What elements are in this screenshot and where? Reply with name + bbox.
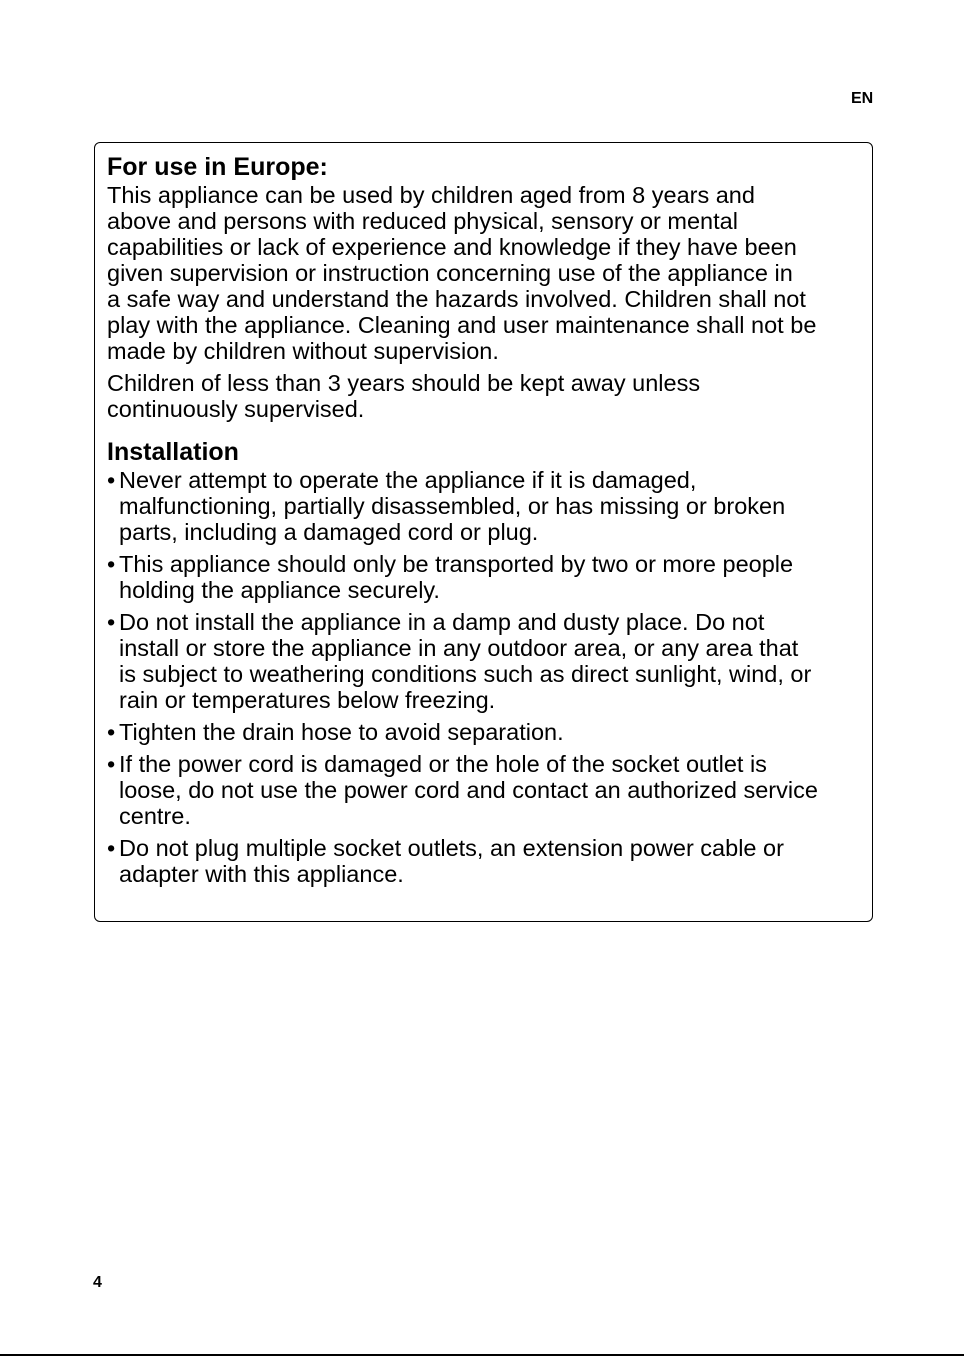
installation-list — [107, 467, 859, 887]
bullet-icon: • — [107, 835, 116, 861]
item-line: malfunctioning, partially disassembled, or has missing or broken — [119, 493, 786, 519]
installation-item-socket-outlets — [107, 835, 859, 887]
item-line: This appliance should only be transported by two or more people — [119, 551, 794, 577]
paragraph-line: given supervision or instruction concerning use of the appliance in — [107, 260, 793, 286]
item-line: Do not install the appliance in a damp and dusty place. Do not — [119, 609, 765, 635]
item-line: centre. — [119, 803, 191, 829]
item-line: If the power cord is damaged or the hole of the socket outlet is — [119, 751, 767, 777]
item-line: loose, do not use the power cord and contact an authorized service — [119, 777, 818, 803]
paragraph-line: play with the appliance. Cleaning and user maintenance shall not be — [107, 312, 817, 338]
page-number: 4 — [93, 1274, 102, 1291]
item-line: parts, including a damaged cord or plug. — [119, 519, 539, 545]
bullet-icon: • — [107, 751, 116, 777]
item-line: Tighten the drain hose to avoid separation. — [119, 719, 564, 745]
installation-item-location — [107, 609, 859, 713]
installation-heading: Installation — [107, 438, 239, 466]
paragraph-line: capabilities or lack of experience and knowledge if they have been — [107, 234, 797, 260]
europe-heading: For use in Europe: — [107, 153, 328, 181]
paragraph-line: a safe way and understand the hazards involved. Children shall not — [107, 286, 806, 312]
language-tag: EN — [851, 90, 874, 107]
paragraph-line: continuously supervised. — [107, 396, 365, 422]
europe-paragraph-young-children — [107, 370, 859, 422]
safety-notice-content — [107, 152, 859, 887]
bullet-icon: • — [107, 609, 116, 635]
installation-item-drain-hose — [107, 719, 859, 745]
item-line: Do not plug multiple socket outlets, an extension power cable or — [119, 835, 784, 861]
item-line: adapter with this appliance. — [119, 861, 404, 887]
item-line: install or store the appliance in any outdoor area, or any area that — [119, 635, 799, 661]
item-line: is subject to weathering conditions such as direct sunlight, wind, or — [119, 661, 812, 687]
paragraph-line: above and persons with reduced physical, sensory or mental — [107, 208, 738, 234]
europe-paragraph-children-use — [107, 182, 859, 364]
item-line: Never attempt to operate the appliance if it is damaged, — [119, 467, 697, 493]
installation-item-damaged — [107, 467, 859, 545]
installation-item-transport — [107, 551, 859, 603]
installation-item-power-cord — [107, 751, 859, 829]
item-line: rain or temperatures below freezing. — [119, 687, 496, 713]
bullet-icon: • — [107, 719, 116, 745]
item-line: holding the appliance securely. — [119, 577, 440, 603]
paragraph-line: made by children without supervision. — [107, 338, 499, 364]
paragraph-line: Children of less than 3 years should be kept away unless — [107, 370, 701, 396]
bullet-icon: • — [107, 551, 116, 577]
bullet-icon: • — [107, 467, 116, 493]
paragraph-line: This appliance can be used by children aged from 8 years and — [107, 182, 755, 208]
